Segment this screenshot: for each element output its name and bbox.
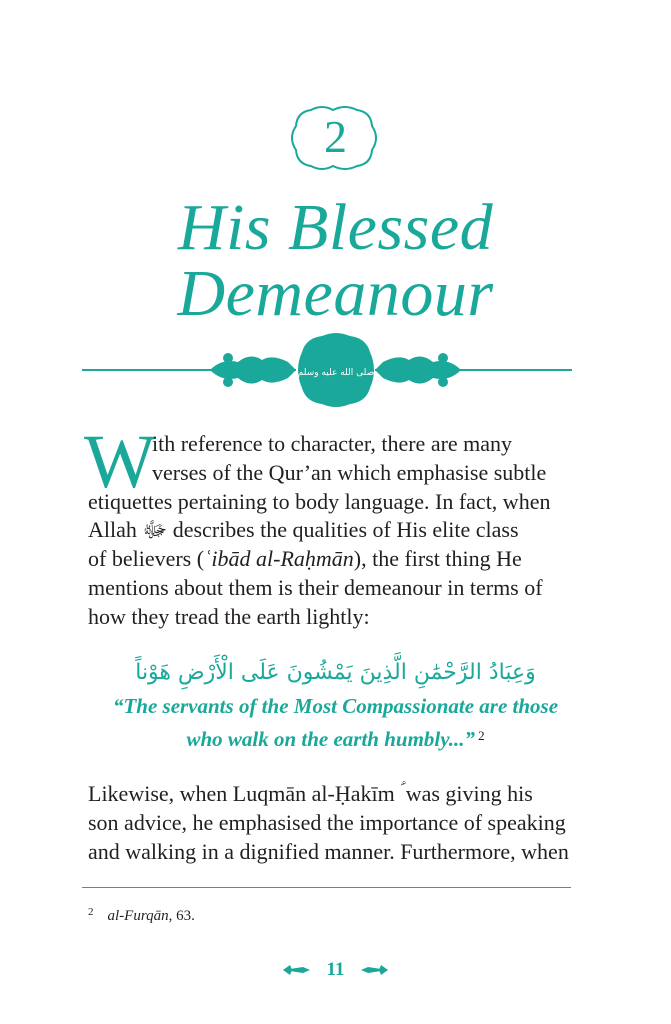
ornamental-divider — [0, 330, 671, 410]
footnote-citation: , 63. — [168, 908, 195, 924]
emblem-text: صلى الله عليه وسلم — [297, 368, 375, 378]
ibad-al-rahman-term: ʿibād al-Raḥmān — [204, 546, 354, 572]
page-number: 11 — [326, 959, 345, 980]
chapter-number: 2 — [324, 111, 347, 162]
footnote-divider — [82, 887, 571, 888]
chapter-title-line-1: His Blessed — [177, 191, 494, 264]
footnote — [88, 902, 195, 926]
footnote-number: 2 — [88, 906, 94, 918]
para1-line-3: etiquettes pertaining to body language. In fact, when — [88, 488, 551, 514]
para2-line-3: and walking in a dignified manner. Furthermore, when — [88, 838, 569, 864]
para1-line-7: how they tread the earth lightly: — [88, 603, 370, 629]
footnote-reference[interactable]: 2 — [478, 728, 485, 743]
para2-line-1: Likewise, when Luqmān al-Ḥakīm ؑ was giving his — [88, 781, 533, 806]
left-flourish-icon — [210, 353, 296, 387]
para1-line-5: of believers (ʿibād al-Raḥmān), the first thing He — [88, 546, 522, 572]
para1-line-2: verses of the Qur’an which emphasise subtle — [152, 459, 547, 485]
arabic-verse: وَعِبَادُ الرَّحْمَٰنِ الَّذِينَ يَمْشُونَ عَلَى الْأَرْضِ هَوْناً — [135, 660, 536, 685]
chapter-title-line-2: Demeanour — [177, 257, 494, 330]
para1-line-6: mentions about them is their demeanour in terms of — [88, 574, 543, 600]
footnote-source: al-Furqān — [107, 908, 169, 924]
paragraph-2 — [88, 780, 568, 866]
para1-line-4: Allah ﷻ describes the qualities of His elite class — [88, 517, 519, 543]
verse-translation-line-2: who walk on the earth humbly...” $^2$ — [186, 727, 485, 751]
verse-translation-line-1: “The servants of the Most Compassionate are those — [112, 694, 559, 718]
para1-line-1: ith reference to character, there are many — [152, 431, 513, 456]
paragraph-1 — [88, 430, 568, 632]
para2-line-2: son advice, he emphasised the importance of speaking — [88, 809, 566, 835]
right-flourish-icon — [375, 353, 461, 387]
drop-cap: W — [84, 420, 156, 504]
